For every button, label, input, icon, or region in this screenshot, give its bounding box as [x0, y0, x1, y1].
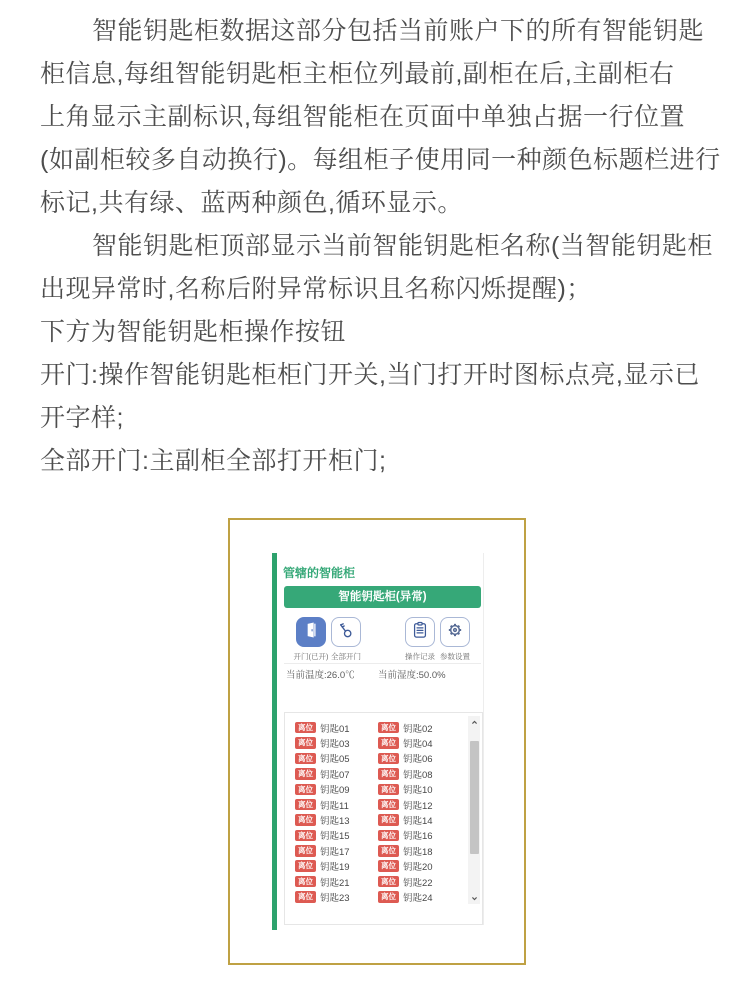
key-name: 钥匙04: [403, 739, 433, 751]
key-list-item[interactable]: [295, 797, 350, 812]
key-list-item[interactable]: [295, 735, 350, 750]
key-list-item[interactable]: [295, 859, 350, 874]
key-name: 钥匙20: [403, 862, 433, 874]
key-name: 钥匙10: [403, 785, 433, 797]
key-status-badge: 离位: [295, 845, 316, 857]
key-list-item[interactable]: [295, 812, 350, 827]
key-status-badge: 离位: [378, 722, 399, 734]
key-name: 钥匙12: [403, 800, 433, 812]
door-open-icon: [301, 620, 321, 645]
key-name: 钥匙07: [320, 769, 350, 781]
key-list-item[interactable]: [295, 751, 350, 766]
settings-button[interactable]: [440, 617, 470, 647]
key-status-badge: 离位: [378, 891, 399, 903]
green-accent-bar: [272, 553, 277, 930]
chevron-down-icon: [471, 895, 478, 902]
key-list-item[interactable]: [378, 766, 433, 781]
key-status-badge: 离位: [378, 784, 399, 796]
key-list-item[interactable]: [378, 859, 433, 874]
key-list-item[interactable]: [295, 766, 350, 781]
key-status-badge: 离位: [378, 876, 399, 888]
key-name: 钥匙21: [320, 877, 350, 889]
key-list-item[interactable]: [295, 782, 350, 797]
settings-gear-icon: [445, 620, 465, 645]
key-status-badge: 离位: [378, 768, 399, 780]
open-all-label: 全部开门: [331, 652, 361, 661]
key-name: 钥匙09: [320, 785, 350, 797]
key-list-item[interactable]: [378, 889, 433, 904]
page-title: 管辖的智能柜: [283, 566, 356, 580]
scrollbar[interactable]: [468, 716, 480, 904]
key-status-badge: 离位: [378, 814, 399, 826]
key-status-badge: 离位: [295, 830, 316, 842]
key-status-badge: 离位: [295, 722, 316, 734]
key-status-badge: 离位: [295, 784, 316, 796]
key-list-item[interactable]: [295, 828, 350, 843]
key-name: 钥匙24: [403, 892, 433, 904]
scroll-down-button[interactable]: [468, 892, 480, 904]
key-name: 钥匙06: [403, 754, 433, 766]
scrollbar-thumb[interactable]: [470, 741, 479, 854]
key-list-item[interactable]: [378, 812, 433, 827]
key-list-panel: [284, 712, 483, 925]
key-list-item[interactable]: [378, 828, 433, 843]
key-list-item[interactable]: [378, 782, 433, 797]
document-line: 智能钥匙柜数据这部分包括当前账户下的所有智能钥匙: [92, 17, 705, 45]
key-icon: [336, 620, 356, 645]
document-line: 全部开门:主副柜全部打开柜门;: [40, 447, 387, 475]
document-line: 上角显示主副标识,每组智能柜在页面中单独占据一行位置: [40, 103, 685, 131]
key-name: 钥匙03: [320, 739, 350, 751]
settings-label: 参数设置: [440, 652, 470, 661]
key-list-item[interactable]: [378, 751, 433, 766]
key-status-badge: 离位: [378, 737, 399, 749]
key-list-item[interactable]: [378, 720, 433, 735]
document-line: 柜信息,每组智能钥匙柜主柜位列最前,副柜在后,主副柜右: [40, 60, 675, 88]
temperature-text: 当前温度:26.0℃: [286, 670, 355, 681]
key-column-left: [295, 720, 350, 905]
key-list-item[interactable]: [378, 735, 433, 750]
key-status-badge: 离位: [295, 799, 316, 811]
key-status-badge: 离位: [295, 860, 316, 872]
key-status-badge: 离位: [378, 830, 399, 842]
key-list-item[interactable]: [295, 889, 350, 904]
key-name: 钥匙01: [320, 723, 350, 735]
document-line: 下方为智能钥匙柜操作按钮: [40, 318, 347, 346]
key-name: 钥匙18: [403, 846, 433, 858]
operation-records-button[interactable]: [405, 617, 435, 647]
scroll-up-button[interactable]: [468, 716, 480, 728]
open-door-label: 开门(已开): [293, 652, 329, 661]
key-status-badge: 离位: [378, 860, 399, 872]
document-line: 标记,共有绿、蓝两种颜色,循环显示。: [40, 189, 463, 217]
divider-line: [284, 663, 481, 664]
key-status-badge: 离位: [295, 768, 316, 780]
key-status-badge: 离位: [295, 891, 316, 903]
key-status-badge: 离位: [295, 753, 316, 765]
key-list-item[interactable]: [295, 720, 350, 735]
document-line: 开字样;: [40, 404, 124, 432]
key-list-item[interactable]: [378, 874, 433, 889]
key-name: 钥匙22: [403, 877, 433, 889]
key-name: 钥匙14: [403, 816, 433, 828]
key-name: 钥匙13: [320, 816, 350, 828]
document-line: 智能钥匙柜顶部显示当前智能钥匙柜名称(当智能钥匙柜: [92, 232, 713, 260]
chevron-up-icon: [471, 719, 478, 726]
records-icon: [410, 620, 430, 645]
content-right-edge: [483, 553, 484, 925]
key-list-item[interactable]: [295, 874, 350, 889]
key-name: 钥匙08: [403, 769, 433, 781]
cabinet-title-bar: 智能钥匙柜(异常): [284, 586, 481, 608]
key-list-item[interactable]: [295, 843, 350, 858]
key-list-item[interactable]: [378, 797, 433, 812]
key-name: 钥匙19: [320, 862, 350, 874]
key-name: 钥匙16: [403, 831, 433, 843]
humidity-text: 当前湿度:50.0%: [378, 670, 446, 681]
key-name: 钥匙17: [320, 846, 350, 858]
key-column-right: [378, 720, 433, 905]
key-status-badge: 离位: [295, 876, 316, 888]
key-status-badge: 离位: [295, 737, 316, 749]
key-name: 钥匙05: [320, 754, 350, 766]
document-text: [40, 10, 721, 483]
document-line: 开门:操作智能钥匙柜柜门开关,当门打开时图标点亮,显示已: [40, 361, 700, 389]
document-line: (如副柜较多自动换行)。每组柜子使用同一种颜色标题栏进行: [40, 146, 721, 174]
key-status-badge: 离位: [378, 753, 399, 765]
key-name: 钥匙02: [403, 723, 433, 735]
key-name: 钥匙11: [320, 800, 349, 812]
key-status-badge: 离位: [295, 814, 316, 826]
open-door-button[interactable]: [296, 617, 326, 647]
key-status-badge: 离位: [378, 799, 399, 811]
key-name: 钥匙23: [320, 892, 350, 904]
open-all-button[interactable]: [331, 617, 361, 647]
key-list-item[interactable]: [378, 843, 433, 858]
records-label: 操作记录: [405, 652, 435, 661]
screenshot-frame: [228, 518, 526, 965]
document-line: 出现异常时,名称后附异常标识且名称闪烁提醒)；: [40, 275, 592, 303]
key-status-badge: 离位: [378, 845, 399, 857]
key-name: 钥匙15: [320, 831, 350, 843]
